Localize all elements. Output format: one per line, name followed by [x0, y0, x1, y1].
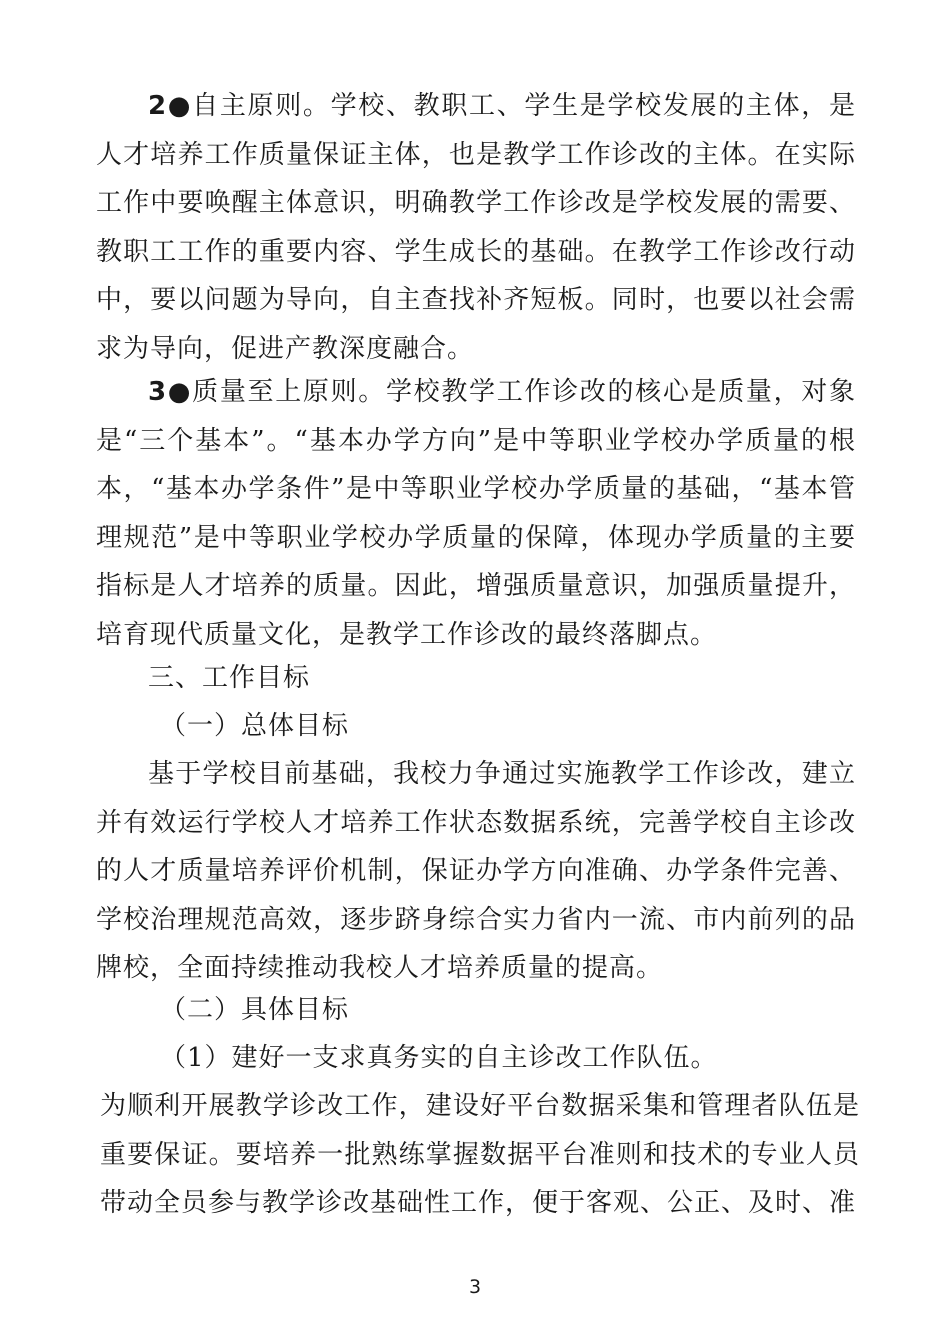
subsection-heading: （二）具体目标	[160, 995, 350, 1025]
paragraph-autonomy-principle	[96, 82, 856, 373]
paragraph-text: 基于学校目前基础，我校力争通过实施教学工作诊改，建立并有效运行学校人才培养工作状态数据系统，完善学校自主诊改的人才质量培养评价机制，保证办学方向准确、办学条件完善、学校治理规范高效，逐步跻身综合实力省内一流、市内前列的品牌校，全面持续推动我校人才培养质量的提高。	[96, 759, 856, 983]
page-number: 3	[468, 1276, 482, 1298]
item-marker: 3●	[148, 377, 193, 407]
item-heading: （1）建好一支求真务实的自主诊改工作队伍。	[160, 1043, 718, 1073]
section-heading: 三、工作目标	[148, 663, 311, 693]
paragraph-text: 自主原则。学校、教职工、学生是学校发展的主体，是人才培养工作质量保证主体，也是教学工作诊改的主体。在实际工作中要唤醒主体意识，明确教学工作诊改是学校发展的需要、教职工工作的重要内容、学生成长的基础。在教学工作诊改行动中，要以问题为导向，自主查找补齐短板。同时，也要以社会需求为导向，促进产教深度融合。	[96, 91, 856, 364]
subsection-heading: （一）总体目标	[160, 711, 350, 741]
paragraph-team-building	[100, 1082, 860, 1228]
paragraph-text: 质量至上原则。学校教学工作诊改的核心是质量，对象是“三个基本”。“基本办学方向”是中等职业学校办学质量的根本，“基本办学条件”是中等职业学校办学质量的基础，“基本管理规范”是中等职业学校办学质量的保障，体现办学质量的主要指标是人才培养的质量。因此，增强质量意识，加强质量提升，培育现代质量文化，是教学工作诊改的最终落脚点。	[96, 377, 856, 650]
paragraph-overall-goal	[96, 750, 856, 993]
paragraph-text: 为顺利开展教学诊改工作，建设好平台数据采集和管理者队伍是重要保证。要培养一批熟练掌握数据平台准则和技术的专业人员带动全员参与教学诊改基础性工作，便于客观、公正、及时、准	[100, 1091, 860, 1218]
paragraph-quality-principle	[96, 368, 856, 659]
item-marker: 2●	[148, 91, 193, 121]
